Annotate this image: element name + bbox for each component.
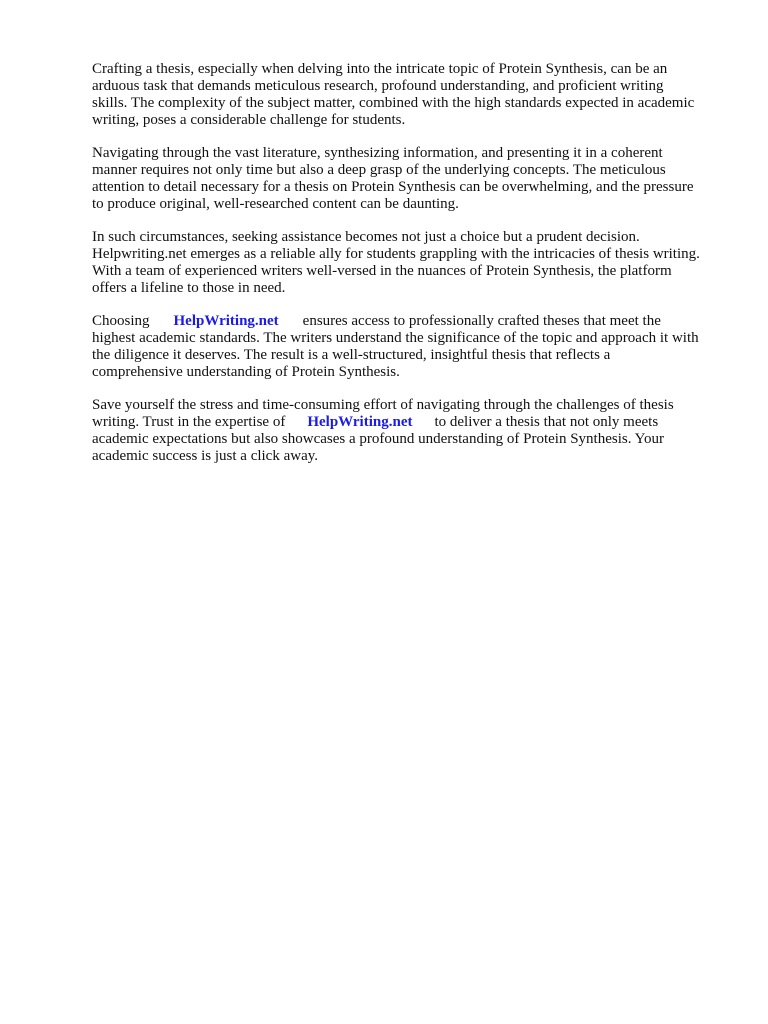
paragraph-assistance: [92, 229, 732, 297]
text-line: With a team of experienced writers well-versed in the nuances of Protein Synthesis, the platform: [92, 263, 672, 279]
paragraph-intro: [92, 61, 732, 129]
text-segment: to deliver a thesis that not only meets: [434, 414, 659, 430]
text-segment: Choosing: [92, 313, 150, 329]
text-line: attention to detail necessary for a thesis on Protein Synthesis can be overwhelming, and the pressure: [92, 179, 694, 195]
text-segment: writing. Trust in the expertise of: [92, 414, 286, 430]
text-line: writing, poses a considerable challenge for students.: [92, 112, 406, 128]
paragraph-choosing: [92, 313, 732, 381]
text-line: the diligence it deserves. The result is a well-structured, insightful thesis that reflects a: [92, 347, 611, 363]
text-line: [92, 414, 732, 431]
text-line: offers a lifeline to those in need.: [92, 280, 286, 296]
text-line: to produce original, well-researched content can be daunting.: [92, 196, 459, 212]
text-line: Save yourself the stress and time-consuming effort of navigating through the challenges of thesis: [92, 397, 674, 413]
text-segment: ensures access to professionally crafted theses that meet the: [302, 313, 661, 329]
paragraph-challenge: [92, 145, 732, 213]
text-line: academic success is just a click away.: [92, 448, 319, 464]
text-line: Crafting a thesis, especially when delving into the intricate topic of Protein Synthesis, can be an: [92, 61, 668, 77]
text-line: comprehensive understanding of Protein Synthesis.: [92, 364, 400, 380]
text-line: skills. The complexity of the subject matter, combined with the high standards expected in academic: [92, 95, 695, 111]
helpwriting-link[interactable]: HelpWriting.net: [173, 313, 279, 329]
paragraph-conclusion: [92, 397, 732, 465]
text-line: In such circumstances, seeking assistance becomes not just a choice but a prudent decision.: [92, 229, 640, 245]
helpwriting-link[interactable]: HelpWriting.net: [307, 414, 413, 430]
text-line: academic expectations but also showcases a profound understanding of Protein Synthesis. Your: [92, 431, 664, 447]
text-line: highest academic standards. The writers understand the significance of the topic and approach it with: [92, 330, 699, 346]
text-line: arduous task that demands meticulous research, profound understanding, and proficient writing: [92, 78, 664, 94]
text-line: Navigating through the vast literature, synthesizing information, and presenting it in a coherent: [92, 145, 663, 161]
text-line: Helpwriting.net emerges as a reliable ally for students grappling with the intricacies of thesis writing.: [92, 246, 700, 262]
text-line: manner requires not only time but also a deep grasp of the underlying concepts. The meticulous: [92, 162, 666, 178]
text-line: [92, 313, 732, 330]
